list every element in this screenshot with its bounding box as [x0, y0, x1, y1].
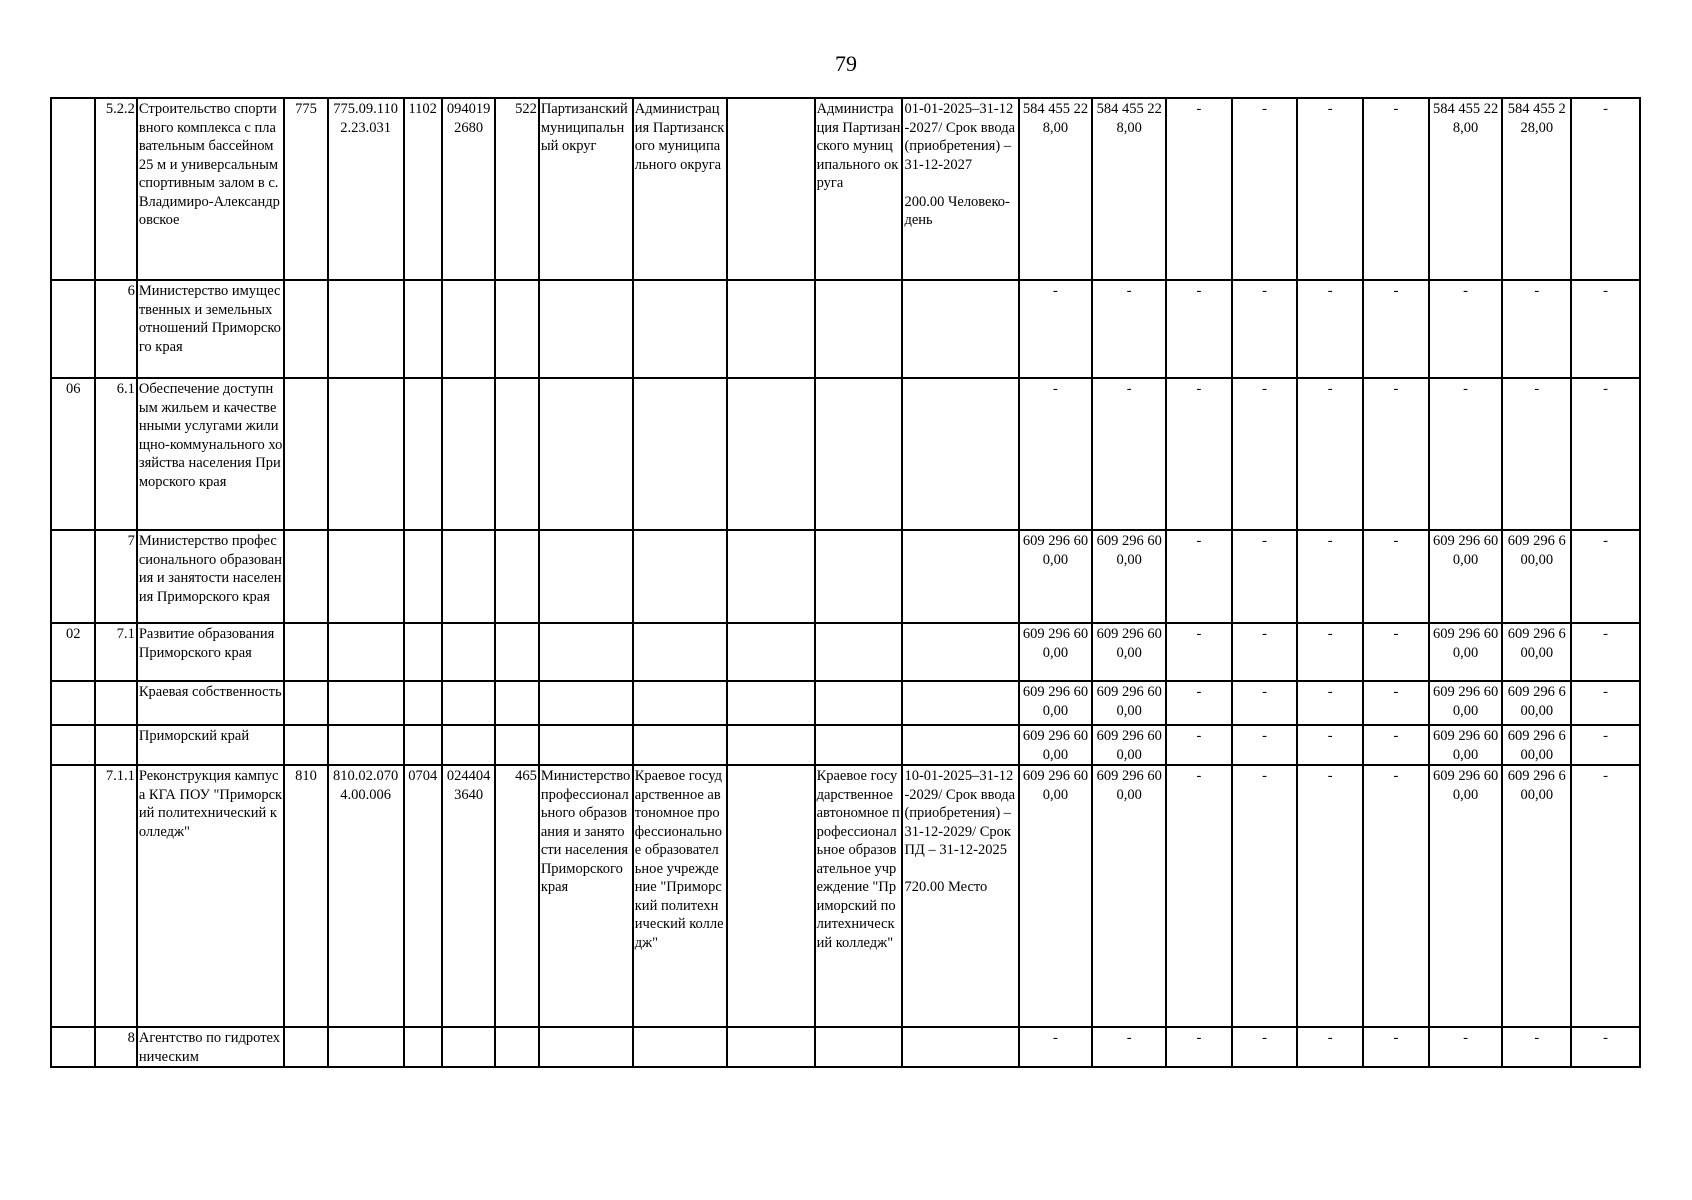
table-cell: -	[1297, 1027, 1363, 1067]
table-cell	[495, 378, 538, 530]
table-cell	[815, 280, 903, 378]
table-cell: -	[1232, 765, 1298, 1027]
table-cell	[727, 98, 815, 280]
table-cell: 609 296 600,00	[1429, 725, 1503, 765]
table-cell	[51, 1027, 95, 1067]
table-cell: -	[1297, 98, 1363, 280]
table-cell: 775.09.1102.23.031	[328, 98, 404, 280]
table-cell: -	[1363, 765, 1429, 1027]
table-cell: -	[1571, 623, 1640, 681]
table-cell: 02	[51, 623, 95, 681]
table-cell: 810	[284, 765, 327, 1027]
table-cell: Приморский край	[137, 725, 284, 765]
table-cell: -	[1166, 681, 1232, 725]
table-cell: 584 455 228,00	[1019, 98, 1093, 280]
table-cell	[727, 681, 815, 725]
table-cell: -	[1571, 1027, 1640, 1067]
table-cell	[404, 725, 442, 765]
table-cell: -	[1297, 765, 1363, 1027]
table-cell: Министерство профессионального образования и занятости населения Приморского края	[539, 765, 633, 1027]
table-cell: -	[1092, 280, 1166, 378]
table-cell: 609 296 600,00	[1502, 681, 1571, 725]
table-cell: 609 296 600,00	[1092, 623, 1166, 681]
table-cell: 0244043640	[442, 765, 496, 1027]
table-cell: -	[1166, 530, 1232, 623]
table-cell: Строительство спортивного комплекса с плавательным бассейном 25 м и универсальным спортивным залом в с. Владимиро-Александровское	[137, 98, 284, 280]
table-cell	[539, 1027, 633, 1067]
page-number: 79	[835, 51, 857, 76]
table-body	[51, 98, 1640, 1067]
table-cell: -	[1571, 530, 1640, 623]
table-cell: -	[1019, 280, 1093, 378]
table-cell: 609 296 600,00	[1502, 725, 1571, 765]
table-cell: Агентство по гидротехническим	[137, 1027, 284, 1067]
table-cell: -	[1019, 378, 1093, 530]
table-cell	[442, 530, 496, 623]
table-cell	[404, 681, 442, 725]
table-cell: -	[1166, 725, 1232, 765]
table-cell: 6.1	[95, 378, 136, 530]
table-cell	[633, 280, 727, 378]
table-row	[51, 681, 1640, 725]
table-cell	[495, 530, 538, 623]
table-row	[51, 765, 1640, 1027]
table-cell: 01-01-2025–31-12-2027/ Срок ввода (приобретения) – 31-12-2027 200.00 Человеко-день	[902, 98, 1018, 280]
table-cell: -	[1363, 725, 1429, 765]
table-cell: -	[1502, 378, 1571, 530]
table-cell	[442, 623, 496, 681]
table-cell	[328, 623, 404, 681]
table-row	[51, 1027, 1640, 1067]
table-cell: -	[1502, 1027, 1571, 1067]
table-cell: Администрация Партизанского муниципального округа	[633, 98, 727, 280]
table-cell: 8	[95, 1027, 136, 1067]
table-cell: -	[1166, 623, 1232, 681]
table-cell	[902, 623, 1018, 681]
table-cell	[95, 725, 136, 765]
table-cell	[328, 725, 404, 765]
table-cell	[404, 1027, 442, 1067]
table-cell	[495, 725, 538, 765]
table-cell	[815, 1027, 903, 1067]
table-cell: Обеспечение доступным жильем и качественными услугами жилищно-коммунального хозяйства населения Приморского края	[137, 378, 284, 530]
table-cell: 584 455 228,00	[1429, 98, 1503, 280]
table-cell: -	[1019, 1027, 1093, 1067]
table-cell: -	[1363, 378, 1429, 530]
table-cell	[815, 681, 903, 725]
table-cell: Министерство профессионального образования и занятости населения Приморского края	[137, 530, 284, 623]
table-row	[51, 378, 1640, 530]
table-cell: 775	[284, 98, 327, 280]
table-cell	[284, 280, 327, 378]
table-cell: 609 296 600,00	[1092, 725, 1166, 765]
table-cell: -	[1297, 681, 1363, 725]
table-cell	[328, 378, 404, 530]
table-cell	[284, 681, 327, 725]
table-cell: -	[1166, 378, 1232, 530]
table-cell	[284, 725, 327, 765]
table-cell	[815, 378, 903, 530]
table-cell	[539, 681, 633, 725]
table-cell: 584 455 228,00	[1502, 98, 1571, 280]
table-cell	[633, 378, 727, 530]
table-row	[51, 623, 1640, 681]
table-cell: -	[1502, 280, 1571, 378]
budget-table	[50, 97, 1641, 1068]
table-cell: -	[1297, 725, 1363, 765]
table-cell	[51, 98, 95, 280]
table-cell: -	[1297, 530, 1363, 623]
table-cell	[51, 725, 95, 765]
table-cell: 0704	[404, 765, 442, 1027]
table-cell: 609 296 600,00	[1502, 530, 1571, 623]
table-cell: -	[1571, 765, 1640, 1027]
table-cell	[727, 1027, 815, 1067]
table-cell	[51, 530, 95, 623]
table-cell	[404, 280, 442, 378]
table-cell	[284, 378, 327, 530]
table-cell: 1102	[404, 98, 442, 280]
table-cell: 609 296 600,00	[1429, 765, 1503, 1027]
table-cell: -	[1232, 623, 1298, 681]
table-cell	[328, 681, 404, 725]
table-cell: -	[1363, 98, 1429, 280]
table-cell: Краевая собственность	[137, 681, 284, 725]
table-cell	[727, 280, 815, 378]
table-cell	[902, 1027, 1018, 1067]
table-cell: -	[1297, 623, 1363, 681]
table-cell: Краевое государственное автономное профессиональное образовательное учреждение "Приморский политехнический колледж"	[633, 765, 727, 1027]
table-cell	[328, 280, 404, 378]
table-cell	[442, 1027, 496, 1067]
table-cell: -	[1363, 681, 1429, 725]
table-row	[51, 725, 1640, 765]
table-cell	[442, 280, 496, 378]
table-cell: -	[1571, 681, 1640, 725]
table-cell	[495, 280, 538, 378]
table-cell: 609 296 600,00	[1019, 725, 1093, 765]
table-cell	[727, 765, 815, 1027]
table-cell	[51, 765, 95, 1027]
table-cell: -	[1166, 765, 1232, 1027]
table-cell	[51, 280, 95, 378]
table-cell	[727, 623, 815, 681]
table-cell: -	[1232, 681, 1298, 725]
table-cell: -	[1232, 98, 1298, 280]
table-cell: 7.1.1	[95, 765, 136, 1027]
table-cell: -	[1363, 280, 1429, 378]
table-cell: -	[1571, 280, 1640, 378]
table-cell	[495, 681, 538, 725]
table-cell	[442, 681, 496, 725]
table-cell: -	[1232, 725, 1298, 765]
table-cell: -	[1571, 378, 1640, 530]
table-cell	[902, 725, 1018, 765]
table-cell: -	[1429, 378, 1503, 530]
table-cell: Партизанский муниципальный округ	[539, 98, 633, 280]
table-cell: 522	[495, 98, 538, 280]
table-cell	[539, 378, 633, 530]
table-cell: -	[1166, 280, 1232, 378]
table-cell: 609 296 600,00	[1429, 681, 1503, 725]
table-cell	[51, 681, 95, 725]
table-cell	[404, 378, 442, 530]
table-cell	[727, 378, 815, 530]
table-cell	[442, 725, 496, 765]
table-cell: 810.02.0704.00.006	[328, 765, 404, 1027]
table-cell	[633, 530, 727, 623]
table-cell: -	[1363, 623, 1429, 681]
table-cell: -	[1429, 1027, 1503, 1067]
table-cell: 609 296 600,00	[1092, 530, 1166, 623]
table-row	[51, 280, 1640, 378]
table-cell	[902, 681, 1018, 725]
table-cell: Краевое государственное автономное профессиональное образовательное учреждение "Приморский политехнический колледж"	[815, 765, 903, 1027]
table-cell	[633, 623, 727, 681]
table-cell	[404, 623, 442, 681]
table-cell: -	[1166, 98, 1232, 280]
table-cell	[727, 725, 815, 765]
table-cell	[328, 1027, 404, 1067]
table-cell: -	[1571, 725, 1640, 765]
table-cell	[284, 1027, 327, 1067]
table-cell: 10-01-2025–31-12-2029/ Срок ввода (приобретения) – 31-12-2029/ Срок ПД – 31-12-2025 720.00 Место	[902, 765, 1018, 1027]
table-row	[51, 530, 1640, 623]
table-cell: -	[1092, 378, 1166, 530]
table-cell: -	[1232, 1027, 1298, 1067]
table-cell	[902, 378, 1018, 530]
table-cell: 609 296 600,00	[1429, 623, 1503, 681]
table-cell	[815, 530, 903, 623]
table-cell: 609 296 600,00	[1019, 623, 1093, 681]
table-cell	[815, 623, 903, 681]
table-cell: Администрация Партизанского муниципального округа	[815, 98, 903, 280]
table-cell: 7.1	[95, 623, 136, 681]
table-cell: 584 455 228,00	[1092, 98, 1166, 280]
table-cell: 6	[95, 280, 136, 378]
table-cell: 609 296 600,00	[1092, 681, 1166, 725]
table-cell	[902, 280, 1018, 378]
table-cell: 5.2.2	[95, 98, 136, 280]
table-cell: -	[1092, 1027, 1166, 1067]
table-cell: 609 296 600,00	[1092, 765, 1166, 1027]
table-cell: -	[1297, 280, 1363, 378]
table-cell	[442, 378, 496, 530]
table-cell: Развитие образования Приморского края	[137, 623, 284, 681]
table-cell	[727, 530, 815, 623]
table-cell	[284, 530, 327, 623]
table-cell: 7	[95, 530, 136, 623]
table-cell	[495, 623, 538, 681]
table-cell: 0940192680	[442, 98, 496, 280]
table-cell: 609 296 600,00	[1502, 623, 1571, 681]
table-cell: 609 296 600,00	[1019, 681, 1093, 725]
table-cell	[539, 623, 633, 681]
table-cell	[902, 530, 1018, 623]
table-cell: -	[1363, 530, 1429, 623]
table-cell: 609 296 600,00	[1019, 530, 1093, 623]
table-cell	[633, 725, 727, 765]
table-cell	[633, 681, 727, 725]
table-cell: -	[1232, 530, 1298, 623]
table-cell: -	[1571, 98, 1640, 280]
table-cell: Реконструкция кампуса КГА ПОУ "Приморский политехнический колледж"	[137, 765, 284, 1027]
table-cell: -	[1429, 280, 1503, 378]
table-cell	[633, 1027, 727, 1067]
table-cell: -	[1166, 1027, 1232, 1067]
table-cell	[495, 1027, 538, 1067]
table-cell	[95, 681, 136, 725]
table-cell: 465	[495, 765, 538, 1027]
table-cell: -	[1232, 378, 1298, 530]
table-cell	[539, 530, 633, 623]
table-cell: 609 296 600,00	[1502, 765, 1571, 1027]
table-cell	[815, 725, 903, 765]
table-cell	[539, 280, 633, 378]
table-cell: 06	[51, 378, 95, 530]
table-cell: -	[1363, 1027, 1429, 1067]
table-cell: -	[1297, 378, 1363, 530]
table-cell	[328, 530, 404, 623]
table-cell	[404, 530, 442, 623]
table-cell: -	[1232, 280, 1298, 378]
table-cell: 609 296 600,00	[1019, 765, 1093, 1027]
table-cell: 609 296 600,00	[1429, 530, 1503, 623]
table-row	[51, 98, 1640, 280]
table-cell: Министерство имущественных и земельных отношений Приморского края	[137, 280, 284, 378]
table-cell	[539, 725, 633, 765]
table-cell	[284, 623, 327, 681]
